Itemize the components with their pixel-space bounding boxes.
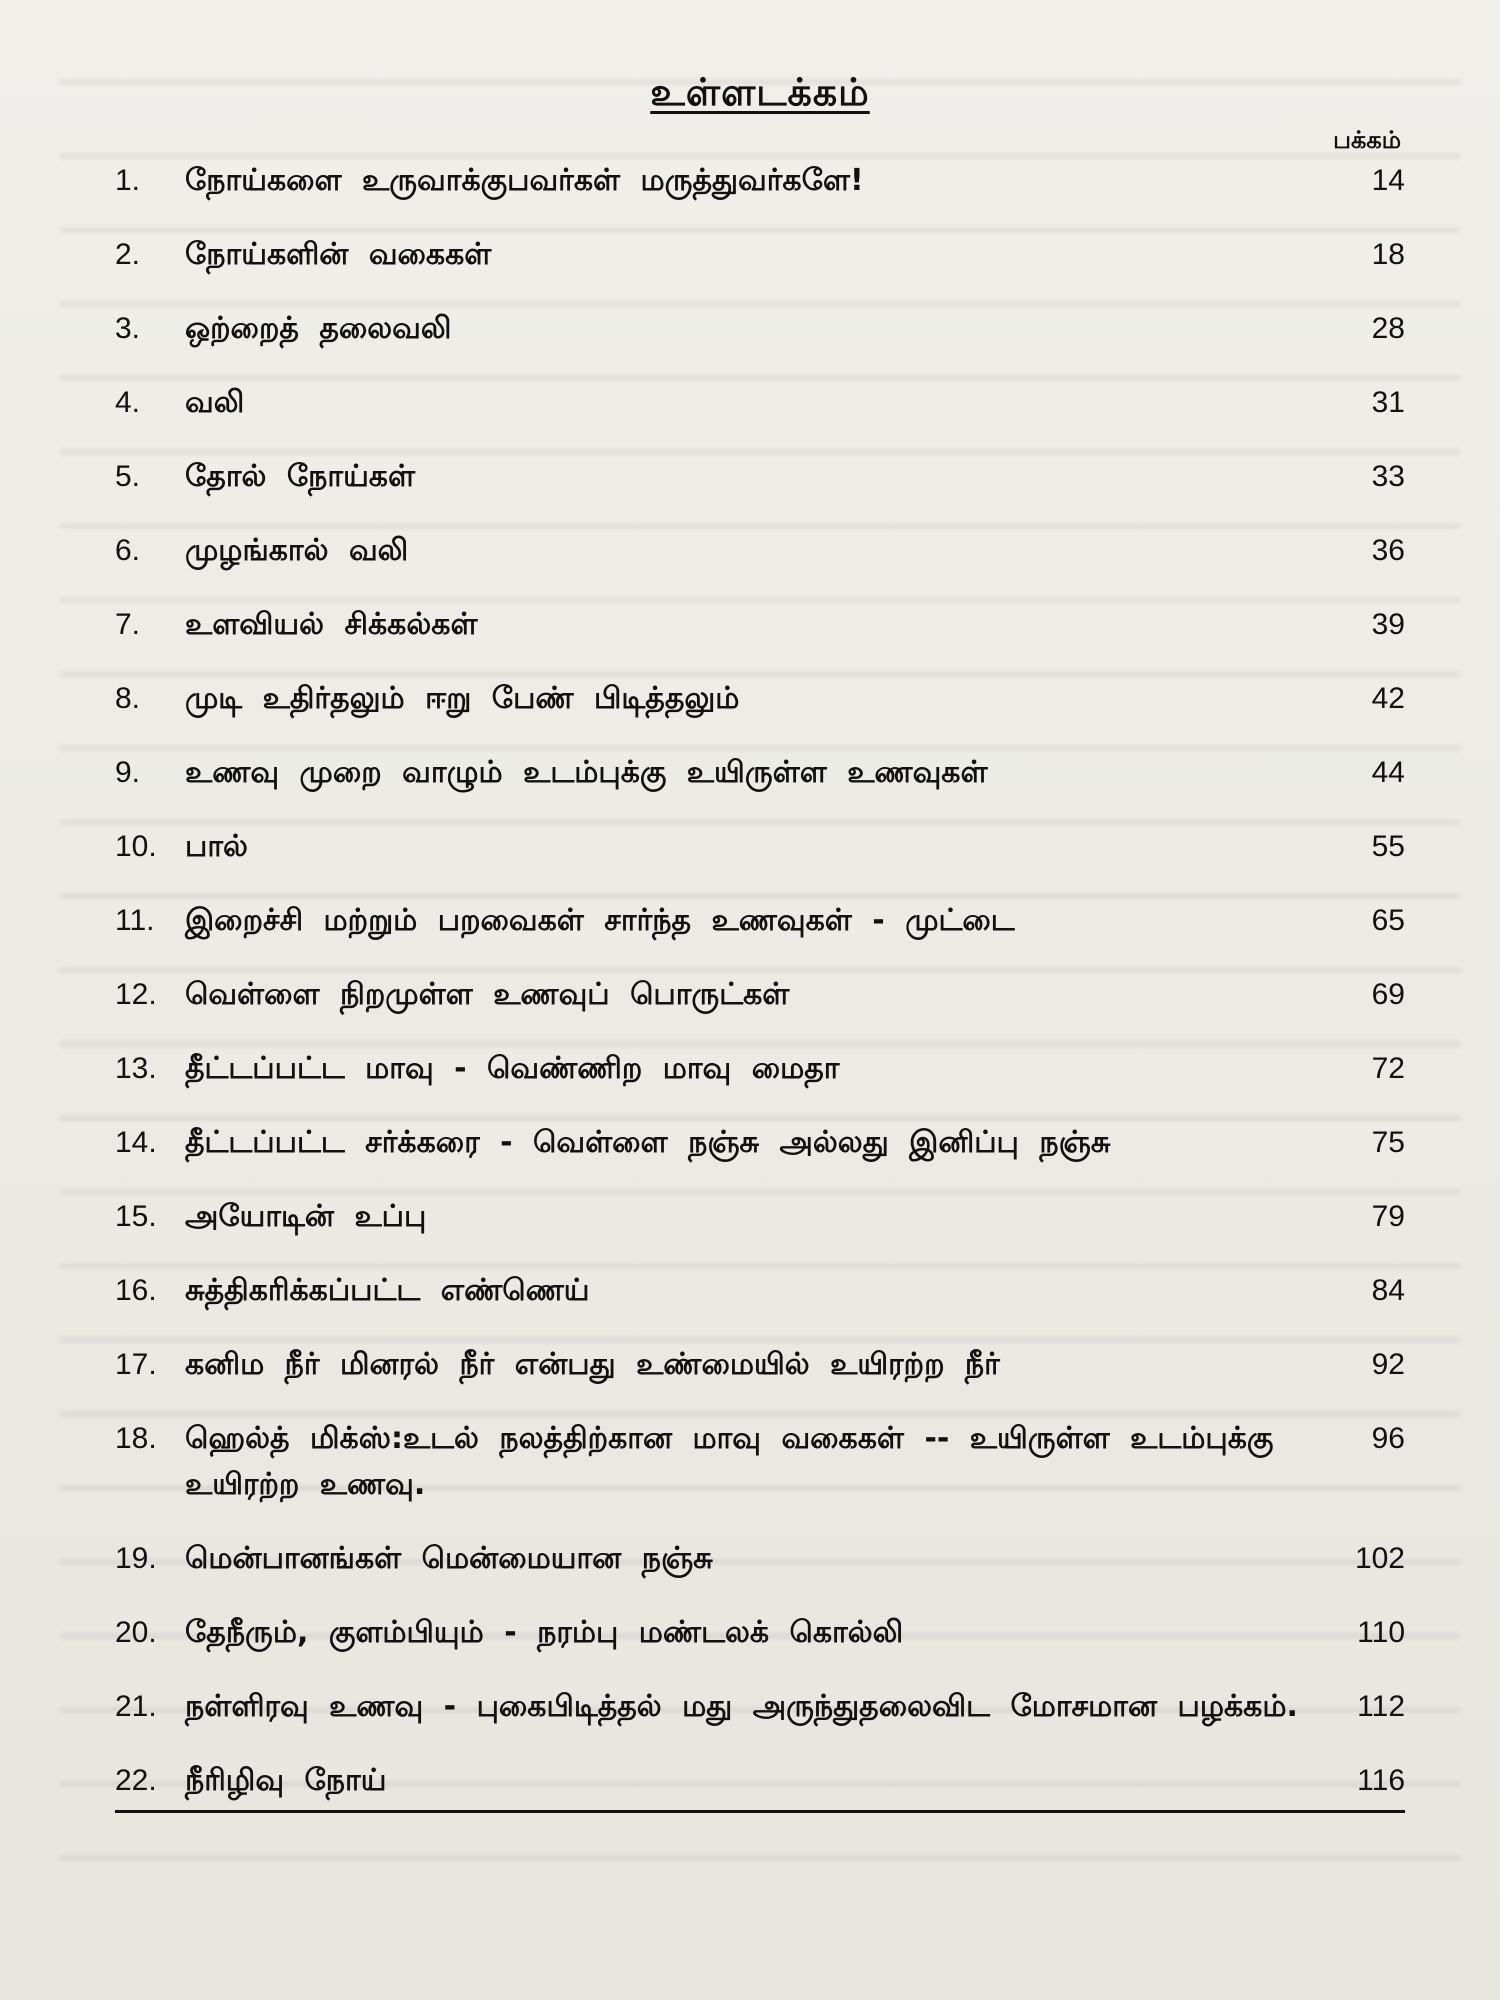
entry-number: 10. [115,830,157,863]
entry-title: சுத்திகரிக்கப்பட்ட எண்ணெய் [185,1273,590,1308]
table-of-contents [115,60,1405,1813]
entry-number: 13. [115,1052,157,1085]
toc-entry [115,972,1405,1018]
entry-page: 18 [1371,238,1405,271]
entry-page: 110 [1357,1616,1405,1649]
entry-page: 36 [1371,534,1405,567]
entry-number: 17. [115,1348,157,1381]
toc-entry [115,1758,1405,1813]
entry-page: 39 [1371,608,1405,641]
toc-entry [115,1268,1405,1314]
entry-page: 31 [1371,386,1405,419]
entry-page: 96 [1371,1422,1405,1455]
entry-title: நோய்களை உருவாக்குபவர்கள் மருத்துவர்களே! [185,163,864,198]
toc-entry [115,676,1405,722]
toc-entry [115,232,1405,278]
entry-number: 7. [115,608,141,641]
toc-entry [115,306,1405,352]
entry-title: மென்பானங்கள் மென்மையான நஞ்சு [185,1541,713,1576]
toc-entry [115,602,1405,648]
entry-page: 102 [1354,1542,1405,1575]
entry-page: 112 [1357,1690,1405,1723]
entry-number: 21. [115,1690,157,1723]
entry-number: 1. [115,164,141,197]
entry-page: 33 [1371,460,1405,493]
toc-entry [115,1342,1405,1388]
entry-number: 5. [115,460,141,493]
entry-page: 14 [1371,164,1405,197]
entry-title: தீட்டப்பட்ட மாவு - வெண்ணிற மாவு மைதா [185,1051,840,1086]
entry-number: 6. [115,534,141,567]
entry-number: 8. [115,682,141,715]
toc-entry [115,1120,1405,1166]
entry-number: 3. [115,312,141,345]
entry-number: 14. [115,1126,157,1159]
page-title: உள்ளடக்கம் [650,70,870,114]
toc-entry [115,454,1405,500]
toc-list [115,158,1405,1813]
toc-entry [115,1684,1405,1730]
entry-title: நீரிழிவு நோய் [185,1763,387,1798]
entry-number: 22. [115,1764,157,1797]
entry-number: 20. [115,1616,157,1649]
toc-entry [115,1194,1405,1240]
entry-title: தேநீரும், குளம்பியும் - நரம்பு மண்டலக் கொல்லி [185,1615,904,1650]
entry-number: 2. [115,238,141,271]
toc-entry [115,824,1405,870]
toc-entry [115,380,1405,426]
entry-title: வெள்ளை நிறமுள்ள உணவுப் பொருட்கள் [185,977,790,1012]
entry-page: 44 [1371,756,1405,789]
entry-page: 42 [1371,682,1405,715]
entry-page: 69 [1371,978,1405,1011]
entry-title: ஒற்றைத் தலைவலி [185,311,452,346]
entry-title: இறைச்சி மற்றும் பறவைகள் சார்ந்த உணவுகள் - முட்டை [185,903,1015,938]
entry-page: 75 [1371,1126,1405,1159]
entry-number: 4. [115,386,141,419]
entry-title: உளவியல் சிக்கல்கள் [185,607,478,642]
entry-number: 19. [115,1542,157,1575]
entry-title: நள்ளிரவு உணவு - புகைபிடித்தல் மது அருந்துதலைவிட மோசமான பழக்கம். [185,1689,1298,1724]
entry-number: 18. [115,1422,157,1455]
entry-title: வலி [185,385,245,420]
entry-title: அயோடின் உப்பு [185,1199,427,1234]
entry-page: 65 [1371,904,1405,937]
toc-entry [115,1536,1405,1582]
entry-title: முழங்கால் வலி [185,533,409,568]
page-column-label: பக்கம் [1333,126,1401,154]
entry-page: 55 [1371,830,1405,863]
toc-entry [115,750,1405,796]
entry-page: 72 [1371,1052,1405,1085]
toc-entry [115,1610,1405,1656]
entry-title: தோல் நோய்கள் [185,459,416,494]
entry-number: 16. [115,1274,157,1307]
toc-entry [115,1046,1405,1092]
entry-page: 79 [1371,1200,1405,1233]
entry-number: 9. [115,756,141,789]
entry-title: முடி உதிர்தலும் ஈறு பேண் பிடித்தலும் [185,681,740,716]
toc-entry [115,158,1405,204]
entry-number: 12. [115,978,157,1011]
entry-title: கனிம நீர் மினரல் நீர் என்பது உண்மையில் உயிரற்ற நீர் [185,1347,1000,1382]
toc-entry [115,528,1405,574]
entry-title: ஹெல்த் மிக்ஸ்:உடல் நலத்திற்கான மாவு வகைகள் -- உயிருள்ள உடம்புக்கு உயிரற்ற உணவு. [185,1421,1274,1502]
entry-page: 116 [1357,1764,1405,1797]
entry-title: நோய்களின் வகைகள் [185,237,492,272]
toc-entry [115,898,1405,944]
entry-page: 28 [1371,312,1405,345]
entry-number: 15. [115,1200,157,1233]
entry-page: 92 [1371,1348,1405,1381]
entry-page: 84 [1371,1274,1405,1307]
entry-number: 11. [115,904,155,937]
entry-title: உணவு முறை வாழும் உடம்புக்கு உயிருள்ள உணவுகள் [185,755,988,790]
toc-entry [115,1416,1405,1508]
entry-title: தீட்டப்பட்ட சர்க்கரை - வெள்ளை நஞ்சு அல்லது இனிப்பு நஞ்சு [185,1125,1111,1160]
entry-title: பால் [185,829,248,864]
